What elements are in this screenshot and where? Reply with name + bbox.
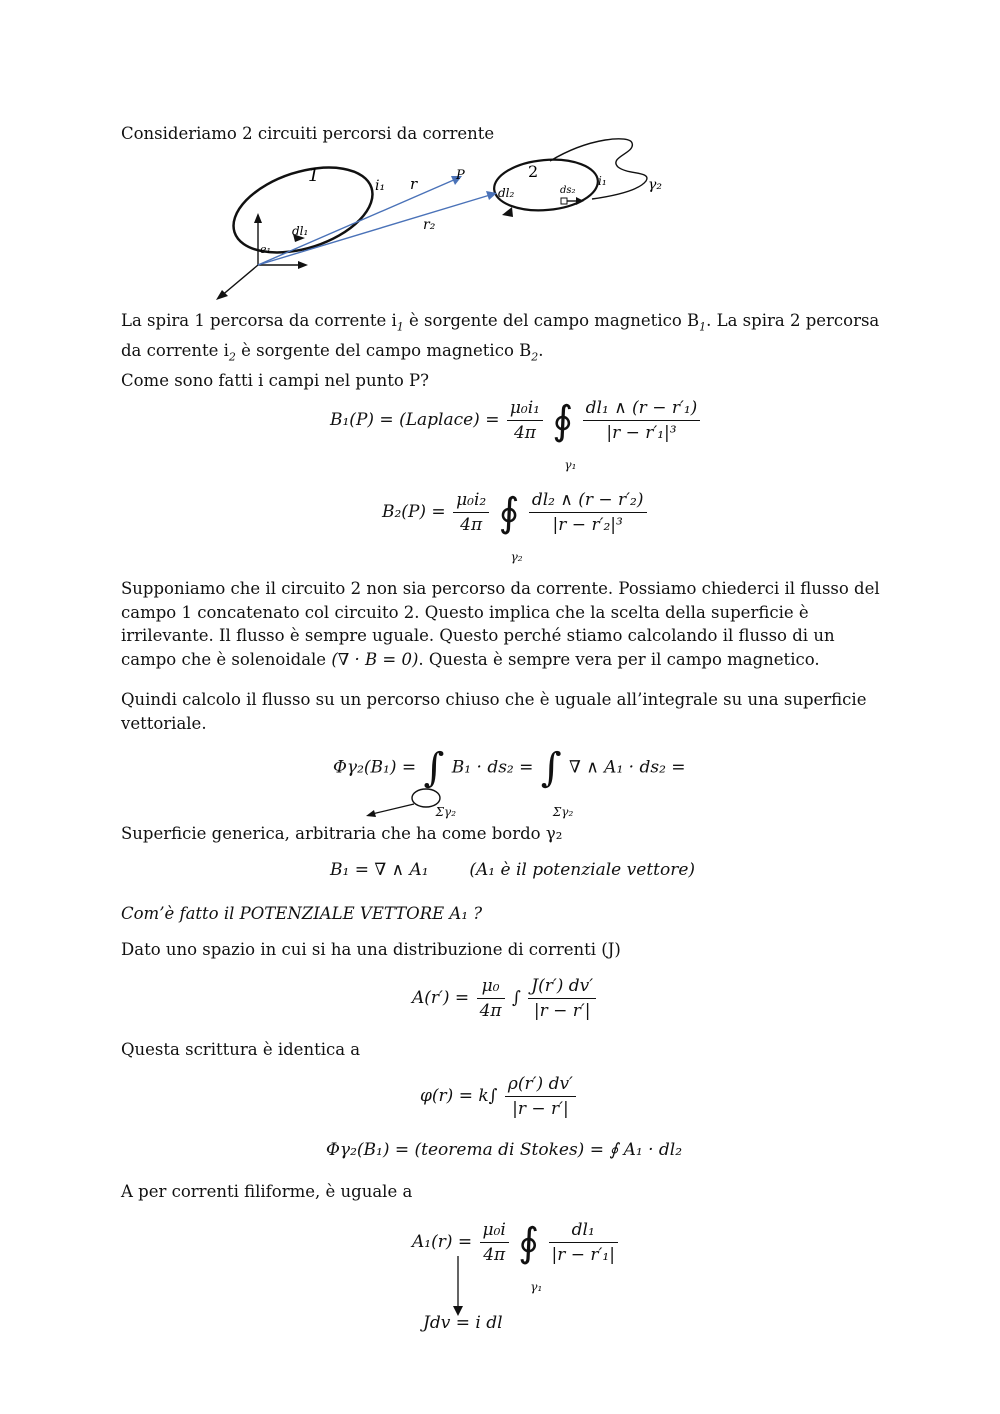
surface-note: Superficie generica, arbitraria che ha come bordo γ₂ [121,824,563,843]
equation-a1: A₁(r) = $\frac{\text{μ₀i}}{4\pi}$ ∮ γ₁ $\frac{\text{dl₁}}{\text{|r − r′₁|}}$ [412,1220,620,1265]
gamma2-label: γ₂ [648,177,662,193]
paragraph-sources: La spira 1 percorsa da corrente $i_1$ è sorgente del campo magnetico $B_1$. La spira 2 percorsa da corrente $i_2$ è sorgente del campo magnetico $B_2$. Come sono fatti i campi nel punto P? [121,311,880,390]
equation-b1: B₁(P) = (Laplace) = $\frac{\text{μ₀i₁}}{4\pi}$ ∮ γ₁ $\frac{\text{dl₁ ∧ (r − r′₁)}}{\text{|r − r′₁|³}}$ [330,398,702,443]
r2-label: r₂ [423,217,436,233]
equation-flux: Φγ₂(B₁) = ∫ Σγ₂ B₁ · ds₂ = ∫ Σγ₂ ∇ ∧ A₁ · ds₂ = [333,745,686,819]
ds2-label: ds₂ [560,185,576,196]
equation-b2: B₂(P) = $\frac{\text{μ₀i₂}}{4\pi}$ ∮ γ₂ $\frac{\text{dl₂ ∧ (r − r′₂)}}{\text{|r − r′₂|³}}$ [382,490,649,535]
point-label: P [456,168,465,183]
currents-intro: Dato uno spazio in cui si ha una distribuzione di correnti (J) [121,940,621,959]
paragraph-closed-path: Quindi calcolo il flusso su un percorso chiuso che è uguale all’integrale su una superficie vettoriale. [121,690,867,733]
current2-label: i₁ [598,174,607,188]
equation-stokes: Φγ₂(B₁) = (teorema di Stokes) = ∮ A₁ · dl₂ [326,1140,683,1160]
paragraph-flux: Supponiamo che il circuito 2 non sia percorso da corrente. Possiamo chiederci il flusso del campo 1 concatenato col circuito 2. Questo implica che la scelta della superficie è irrilevante. Il flusso è sempre uguale. Questo perché stiamo calcolando il flusso di un campo che è solenoidale (∇ · B = 0). Questa è sempre vera per il campo magnetico. [121,579,880,669]
sigma-circle-arrow [360,786,450,820]
potential-heading: Com’è fatto il POTENZIALE VETTORE A₁ ? [121,904,483,923]
e1-label: e₁ [260,243,271,256]
identical-text: Questa scrittura è identica a [121,1040,361,1059]
current1-label: i₁ [375,178,386,194]
r-label: r [410,175,418,193]
loop2-label: 2 [528,162,539,181]
question-p: Come sono fatti i campi nel punto P? [121,370,429,390]
jdv-arrow [450,1256,466,1318]
dl1-label: dl₁ [292,224,309,238]
circuits-sketch [200,135,680,305]
dl2-label: dl₂ [498,186,515,200]
filiform-text: A per correnti filiforme, è uguale a [121,1182,413,1201]
equation-jdv: Jdv = i dl [423,1313,503,1333]
equation-b1-curl: B₁ = ∇ ∧ A₁ (A₁ è il potenziale vettore) [330,860,696,880]
equation-a-rprime: A(r′) = $\frac{\text{μ₀}}{4\pi}$ ∫ $\frac{J(r') dv'}{|r - r'|}$ [412,976,598,1021]
loop-2 [492,156,600,215]
equation-phi: φ(r) = k∫ $\frac{\rho(r') dv'}{|r - r'|}$ [420,1074,578,1119]
loop1-label: 1 [308,165,320,186]
intro-text: Consideriamo 2 circuiti percorsi da corrente [121,124,495,143]
